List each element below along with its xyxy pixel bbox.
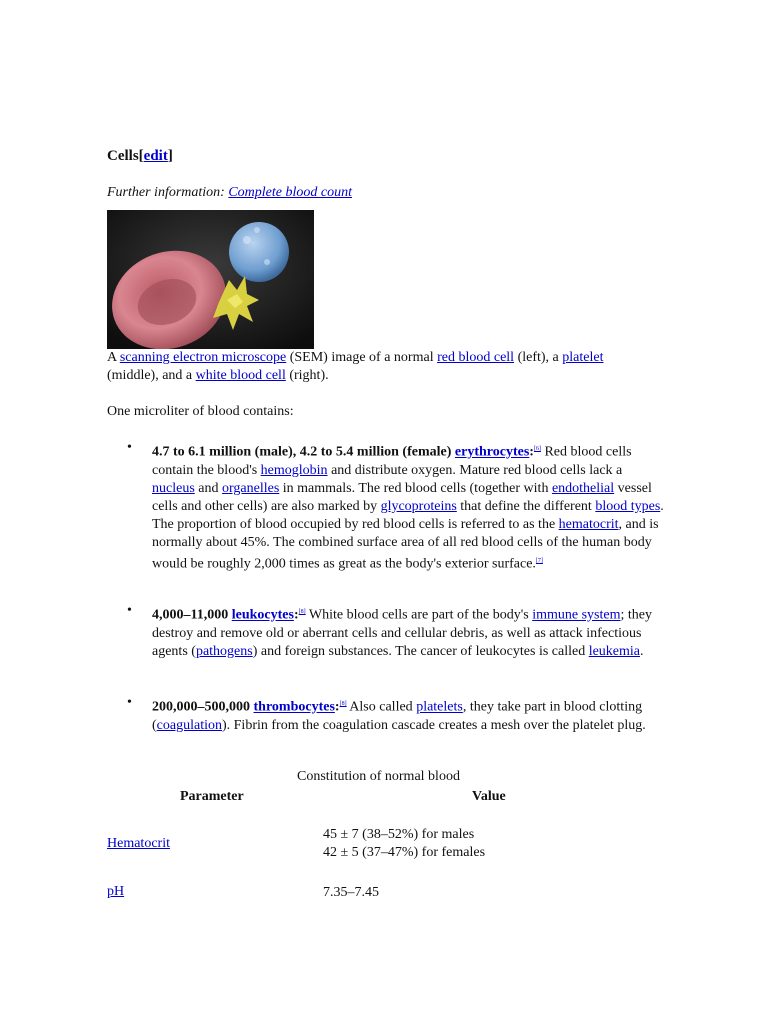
item-text: .	[640, 643, 644, 659]
hematocrit-param-link[interactable]: Hematocrit	[107, 836, 170, 851]
intro-text: One microliter of blood contains:	[107, 404, 294, 419]
leukocyte-count: 4,000–11,000	[152, 607, 232, 623]
caption-text: (SEM) image of a normal	[286, 350, 438, 365]
hematocrit-link[interactable]: hematocrit	[558, 516, 619, 532]
bullet-icon: •	[127, 695, 132, 710]
list-item-erythrocytes	[152, 440, 666, 573]
ref-6-link[interactable]: [6]	[533, 446, 541, 452]
colon: :	[529, 444, 534, 460]
hematocrit-value-males: 45 ± 7 (38–52%) for males	[323, 827, 475, 842]
table-row-hematocrit	[107, 836, 170, 852]
hematocrit-value-females: 42 ± 5 (37–47%) for females	[323, 845, 486, 860]
thrombocytes-link[interactable]: thrombocytes	[253, 699, 335, 715]
section-title: Cells[	[107, 148, 144, 164]
item-text: in mammals. The red blood cells (together with	[279, 480, 552, 496]
erythrocyte-count: 4.7 to 6.1 million (male), 4.2 to 5.4 million (female)	[152, 444, 455, 460]
further-information	[107, 185, 352, 201]
leukocytes-link[interactable]: leukocytes	[231, 607, 294, 623]
pathogens-link[interactable]: pathogens	[195, 643, 253, 659]
glycoproteins-link[interactable]: glycoproteins	[380, 498, 457, 514]
nucleus-link[interactable]: nucleus	[152, 480, 195, 496]
bullet-icon: •	[127, 440, 132, 455]
red-blood-cell-link[interactable]: red blood cell	[437, 350, 515, 365]
complete-blood-count-link[interactable]: Complete blood count	[228, 185, 352, 200]
section-bracket: ]	[167, 148, 173, 164]
item-text: and	[194, 480, 222, 496]
ref-8-link[interactable]: [8]	[339, 701, 347, 707]
bullet-icon: •	[127, 603, 132, 618]
erythrocytes-link[interactable]: erythrocytes	[454, 444, 530, 460]
item-text: ) and foreign substances. The cancer of leukocytes is called	[252, 643, 589, 659]
blood-types-link[interactable]: blood types	[595, 498, 661, 514]
white-blood-cell-link[interactable]: white blood cell	[195, 368, 286, 383]
endothelial-link[interactable]: endothelial	[551, 480, 615, 496]
ph-value: 7.35–7.45	[323, 885, 379, 900]
organelles-link[interactable]: organelles	[221, 480, 280, 496]
ph-link[interactable]: pH	[107, 884, 125, 899]
item-text: . The proportion of blood occupied by red blood cells is referred to as the	[152, 498, 664, 532]
caption-text: (right).	[285, 368, 329, 383]
table-header-value: Value	[472, 789, 506, 804]
item-text: , and is normally about 45%. The combined surface area of all red blood cells of the human body would be roughly 2,000 times as great as the body's exterior surface.	[152, 516, 659, 572]
immune-system-link[interactable]: immune system	[532, 607, 621, 623]
thrombocyte-count: 200,000–500,000	[152, 699, 254, 715]
item-text: that define the different	[456, 498, 596, 514]
table-row-ph	[107, 884, 124, 900]
item-text: ; they destroy and remove old or aberrant cells and cellular debris, as well as attack infectious agents (	[152, 607, 652, 659]
coagulation-link[interactable]: coagulation	[156, 717, 222, 733]
item-text: Red blood cells contain the blood's	[152, 444, 632, 478]
item-text: , they take part in blood clotting (	[152, 699, 643, 733]
hemoglobin-link[interactable]: hemoglobin	[260, 462, 328, 478]
table-caption: Constitution of normal blood	[297, 769, 460, 784]
caption-text: (middle), and a	[107, 368, 196, 383]
item-text: Also called	[346, 699, 417, 715]
item-text: and distribute oxygen. Mature red blood cells lack a	[327, 462, 623, 478]
item-text: ). Fibrin from the coagulation cascade creates a mesh over the platelet plug.	[221, 717, 646, 733]
platelet-link[interactable]: platelet	[562, 350, 604, 365]
image-caption	[107, 349, 667, 385]
colon: :	[334, 699, 340, 715]
sem-blood-cells-image	[107, 210, 314, 349]
ref-8-link[interactable]: [8]	[298, 609, 306, 615]
table-header-parameter: Parameter	[180, 789, 244, 804]
list-item-thrombocytes	[152, 695, 666, 735]
list-item-leukocytes	[152, 603, 666, 661]
section-heading	[107, 148, 173, 165]
ref-7-link[interactable]: [7]	[535, 557, 543, 564]
caption-text: A	[107, 350, 120, 365]
item-text: White blood cells are part of the body's	[305, 607, 533, 623]
edit-link[interactable]: edit	[143, 148, 168, 164]
caption-text: (left), a	[514, 350, 563, 365]
further-prefix: Further information:	[107, 185, 229, 200]
leukemia-link[interactable]: leukemia	[588, 643, 641, 659]
sem-link[interactable]: scanning electron microscope	[119, 350, 287, 365]
hematocrit-value	[323, 826, 485, 862]
platelets-link[interactable]: platelets	[416, 699, 463, 715]
item-text: vessel cells and other cells) are also marked by	[152, 480, 652, 514]
colon: :	[293, 607, 299, 623]
